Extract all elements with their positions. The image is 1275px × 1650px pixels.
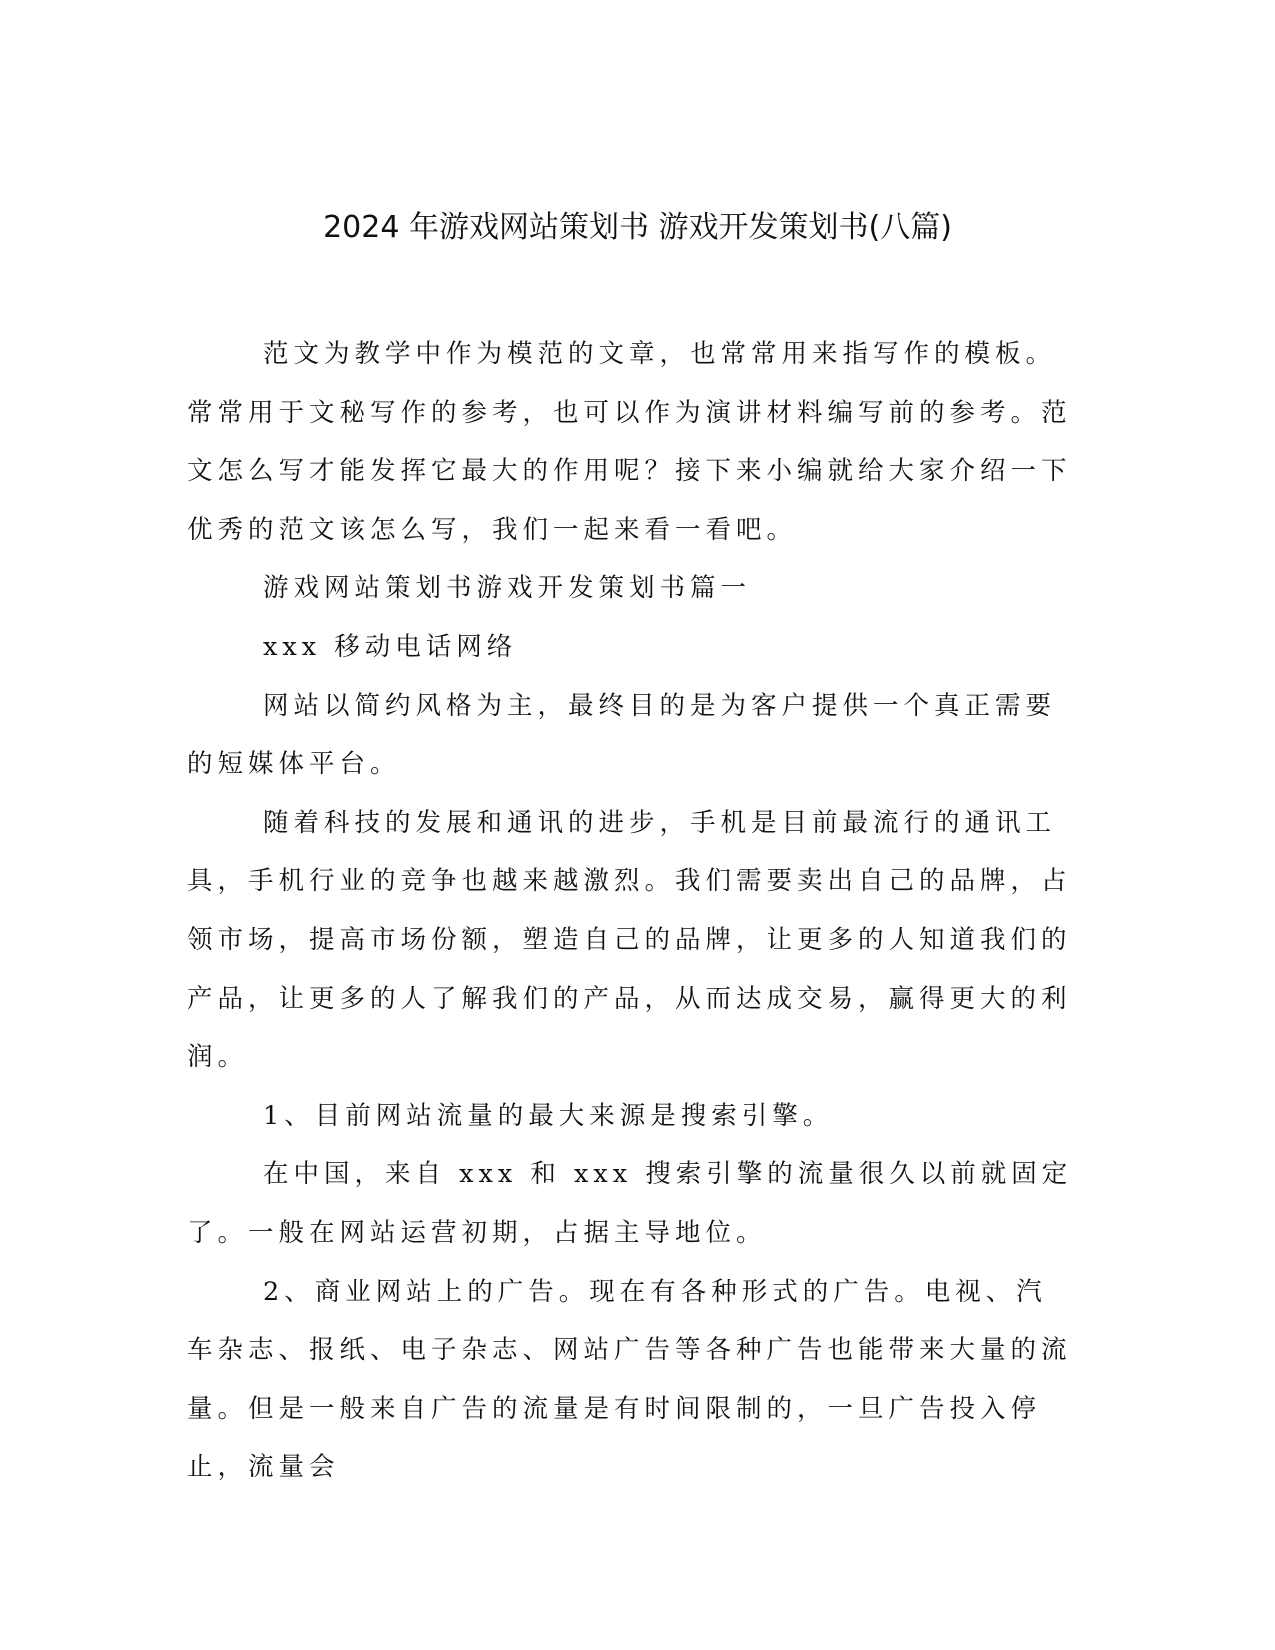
document-body xyxy=(187,325,1075,1497)
paragraph-style: 网站以简约风格为主，最终目的是为客户提供一个真正需要的短媒体平台。 xyxy=(187,690,1057,780)
paragraph-intro: 范文为教学中作为模范的文章，也常常用来指写作的模板。常常用于文秘写作的参考，也可以作为演讲材料编写前的参考。范文怎么写才能发挥它最大的作用呢？接下来小编就给大家介绍一下优秀的范文该怎么写，我们一起来看一看吧。 xyxy=(187,339,1072,545)
paragraph-search-engines: 在中国，来自 xxx 和 xxx 搜索引擎的流量很久以前就固定了。一般在网站运营初期，占据主导地位。 xyxy=(187,1159,1073,1248)
paragraph-point-1: 1、目前网站流量的最大来源是搜索引擎。 xyxy=(263,1100,834,1131)
paragraph-network: xxx 移动电话网络 xyxy=(263,631,518,662)
section-heading: 游戏网站策划书游戏开发策划书篇一 xyxy=(263,573,752,604)
paragraph-background: 随着科技的发展和通讯的进步，手机是目前最流行的通讯工具，手机行业的竞争也越来越激烈。我们需要卖出自己的品牌，占领市场，提高市场份额，塑造自己的品牌，让更多的人知道我们的产品，让更多的人了解我们的产品，从而达成交易，赢得更大的利润。 xyxy=(187,807,1072,1073)
paragraph-point-2: 2、商业网站上的广告。现在有各种形式的广告。电视、汽车杂志、报纸、电子杂志、网站广告等各种广告也能带来大量的流量。但是一般来自广告的流量是有时间限制的，一旦广告投入停止，流量会 xyxy=(187,1276,1072,1483)
document-title: 2024 年游戏网站策划书 游戏开发策划书(八篇) xyxy=(323,210,952,245)
